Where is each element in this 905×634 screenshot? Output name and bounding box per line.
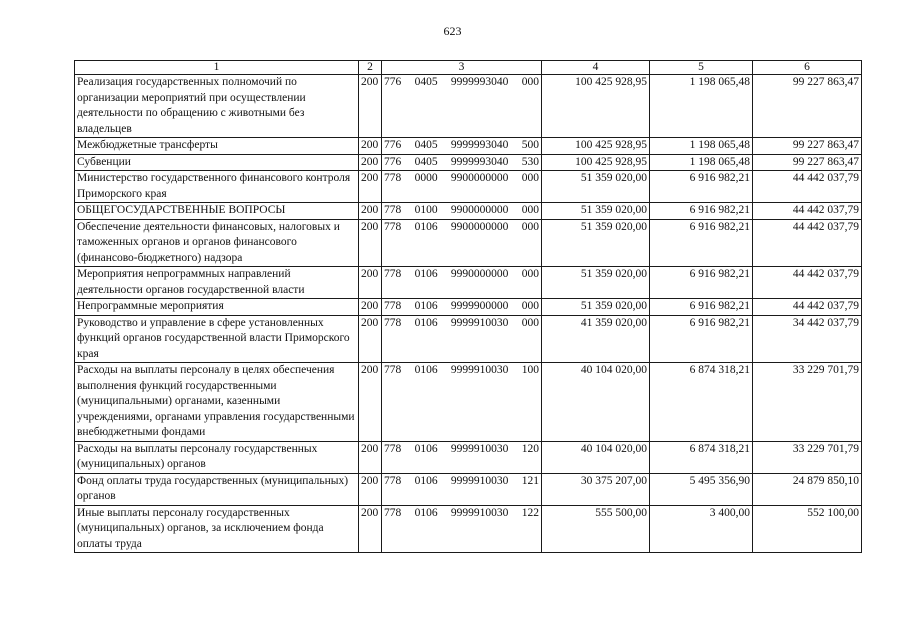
row-amount-remaining-cell: 44 442 037,79 xyxy=(753,171,862,203)
row-amount-executed-cell: 6 874 318,21 xyxy=(650,441,753,473)
row-amount-plan-cell: 555 500,00 xyxy=(542,505,650,553)
table-row xyxy=(75,219,862,267)
column-header: 2 xyxy=(359,61,382,75)
row-amount-plan-cell: 30 375 207,00 xyxy=(542,473,650,505)
table-row xyxy=(75,267,862,299)
row-code-cell: 200 xyxy=(359,203,382,220)
row-budget-code-cell xyxy=(382,441,542,473)
table-row xyxy=(75,154,862,171)
row-name-cell: Расходы на выплаты персоналу государственных (муниципальных) органов xyxy=(75,441,359,473)
row-budget-code-cell xyxy=(382,75,542,138)
table-body xyxy=(75,75,862,553)
row-amount-plan-cell: 51 359 020,00 xyxy=(542,203,650,220)
target-article-code: 9999993040 xyxy=(450,139,509,151)
section-code: 0106 xyxy=(414,506,438,519)
section-code: 0000 xyxy=(414,172,438,184)
row-name-cell: Непрограммные мероприятия xyxy=(75,299,359,316)
department-code: 778 xyxy=(384,220,402,233)
table-row xyxy=(75,473,862,505)
row-name-cell: ОБЩЕГОСУДАРСТВЕННЫЕ ВОПРОСЫ xyxy=(75,203,359,220)
section-code: 0106 xyxy=(414,474,438,487)
row-budget-code-cell xyxy=(382,154,542,171)
row-amount-executed-cell: 6 916 982,21 xyxy=(650,203,753,220)
section-code: 0106 xyxy=(414,268,438,280)
row-code-cell: 200 xyxy=(359,473,382,505)
department-code: 776 xyxy=(384,139,402,151)
row-code-cell: 200 xyxy=(359,75,382,138)
section-code: 0100 xyxy=(414,204,438,216)
expense-type-code: 121 xyxy=(521,474,539,487)
table-row xyxy=(75,138,862,155)
row-amount-remaining-cell: 34 442 037,79 xyxy=(753,315,862,363)
row-name-cell: Обеспечение деятельности финансовых, налоговых и таможенных органов и органов финансового (финансово-бюджетного) надзора xyxy=(75,219,359,267)
department-code: 776 xyxy=(384,155,402,168)
section-code: 0106 xyxy=(414,220,438,233)
row-budget-code-cell xyxy=(382,473,542,505)
department-code: 778 xyxy=(384,172,402,184)
row-amount-executed-cell: 5 495 356,90 xyxy=(650,473,753,505)
row-amount-remaining-cell: 44 442 037,79 xyxy=(753,299,862,316)
row-amount-remaining-cell: 24 879 850,10 xyxy=(753,473,862,505)
expense-type-code: 000 xyxy=(521,300,539,312)
row-amount-remaining-cell: 44 442 037,79 xyxy=(753,219,862,267)
row-code-cell: 200 xyxy=(359,267,382,299)
row-amount-plan-cell: 51 359 020,00 xyxy=(542,219,650,267)
expense-type-code: 000 xyxy=(521,268,539,280)
expense-type-code: 500 xyxy=(521,139,539,151)
row-code-cell: 200 xyxy=(359,219,382,267)
row-amount-executed-cell: 6 916 982,21 xyxy=(650,267,753,299)
expense-type-code: 000 xyxy=(521,172,539,184)
row-amount-plan-cell: 41 359 020,00 xyxy=(542,315,650,363)
row-amount-remaining-cell: 33 229 701,79 xyxy=(753,441,862,473)
table-row xyxy=(75,75,862,138)
row-amount-plan-cell: 100 425 928,95 xyxy=(542,75,650,138)
table-row xyxy=(75,505,862,553)
target-article-code: 9900000000 xyxy=(450,204,509,216)
table-header-row xyxy=(75,61,862,75)
row-code-cell: 200 xyxy=(359,138,382,155)
target-article-code: 9999993040 xyxy=(450,155,509,168)
department-code: 778 xyxy=(384,364,402,376)
row-amount-executed-cell: 6 916 982,21 xyxy=(650,219,753,267)
row-amount-remaining-cell: 99 227 863,47 xyxy=(753,154,862,171)
row-amount-remaining-cell: 552 100,00 xyxy=(753,505,862,553)
row-amount-remaining-cell: 33 229 701,79 xyxy=(753,363,862,442)
section-code: 0106 xyxy=(414,316,438,329)
column-header: 6 xyxy=(753,61,862,75)
row-amount-remaining-cell: 44 442 037,79 xyxy=(753,203,862,220)
table-row xyxy=(75,299,862,316)
section-code: 0405 xyxy=(414,76,438,88)
row-amount-plan-cell: 40 104 020,00 xyxy=(542,441,650,473)
row-amount-executed-cell: 1 198 065,48 xyxy=(650,75,753,138)
row-name-cell: Руководство и управление в сфере установленных функций органов государственной власти Приморского края xyxy=(75,315,359,363)
target-article-code: 9999900000 xyxy=(450,300,509,312)
target-article-code: 9999993040 xyxy=(450,76,509,88)
row-budget-code-cell xyxy=(382,315,542,363)
row-name-cell: Межбюджетные трансферты xyxy=(75,138,359,155)
row-amount-executed-cell: 6 874 318,21 xyxy=(650,363,753,442)
row-budget-code-cell xyxy=(382,299,542,316)
row-amount-plan-cell: 51 359 020,00 xyxy=(542,171,650,203)
expense-type-code: 100 xyxy=(521,364,539,376)
column-header: 3 xyxy=(382,61,542,75)
row-amount-executed-cell: 1 198 065,48 xyxy=(650,138,753,155)
row-amount-plan-cell: 40 104 020,00 xyxy=(542,363,650,442)
department-code: 776 xyxy=(384,76,402,88)
row-code-cell: 200 xyxy=(359,171,382,203)
budget-table xyxy=(74,60,862,553)
table-row xyxy=(75,171,862,203)
row-amount-plan-cell: 51 359 020,00 xyxy=(542,267,650,299)
page-number: 623 xyxy=(443,24,462,38)
department-code: 778 xyxy=(384,506,402,519)
row-amount-executed-cell: 6 916 982,21 xyxy=(650,171,753,203)
expense-type-code: 000 xyxy=(521,220,539,233)
row-amount-plan-cell: 51 359 020,00 xyxy=(542,299,650,316)
row-name-cell: Министерство государственного финансового контроля Приморского края xyxy=(75,171,359,203)
row-budget-code-cell xyxy=(382,219,542,267)
column-header: 1 xyxy=(75,61,359,75)
expense-type-code: 000 xyxy=(521,316,539,329)
row-amount-plan-cell: 100 425 928,95 xyxy=(542,154,650,171)
table-row xyxy=(75,315,862,363)
row-amount-remaining-cell: 99 227 863,47 xyxy=(753,75,862,138)
section-code: 0405 xyxy=(414,139,438,151)
row-budget-code-cell xyxy=(382,267,542,299)
expense-type-code: 000 xyxy=(521,204,539,216)
expense-type-code: 000 xyxy=(521,76,539,88)
row-budget-code-cell xyxy=(382,171,542,203)
expense-type-code: 120 xyxy=(521,442,539,455)
section-code: 0405 xyxy=(414,155,438,168)
target-article-code: 9900000000 xyxy=(450,172,509,184)
row-name-cell: Реализация государственных полномочий по организации мероприятий при осуществлении деятельности по обращению с животными без владельцев xyxy=(75,75,359,138)
department-code: 778 xyxy=(384,204,402,216)
row-code-cell: 200 xyxy=(359,154,382,171)
row-code-cell: 200 xyxy=(359,505,382,553)
section-code: 0106 xyxy=(414,300,438,312)
row-code-cell: 200 xyxy=(359,363,382,442)
target-article-code: 9999910030 xyxy=(450,316,509,329)
department-code: 778 xyxy=(384,268,402,280)
department-code: 778 xyxy=(384,442,402,455)
section-code: 0106 xyxy=(414,364,438,376)
row-budget-code-cell xyxy=(382,138,542,155)
row-code-cell: 200 xyxy=(359,441,382,473)
row-budget-code-cell xyxy=(382,203,542,220)
row-name-cell: Фонд оплаты труда государственных (муниципальных) органов xyxy=(75,473,359,505)
target-article-code: 9999910030 xyxy=(450,364,509,376)
department-code: 778 xyxy=(384,300,402,312)
section-code: 0106 xyxy=(414,442,438,455)
department-code: 778 xyxy=(384,474,402,487)
row-name-cell: Расходы на выплаты персоналу в целях обеспечения выполнения функций государственными (муниципальными) органами, казенными учреждениями, органами управления государственными внебюджетными фондами xyxy=(75,363,359,442)
row-code-cell: 200 xyxy=(359,299,382,316)
table-row xyxy=(75,203,862,220)
row-amount-remaining-cell: 99 227 863,47 xyxy=(753,138,862,155)
target-article-code: 9999910030 xyxy=(450,506,509,519)
expense-type-code: 530 xyxy=(521,155,539,168)
column-header: 4 xyxy=(542,61,650,75)
target-article-code: 9990000000 xyxy=(450,268,509,280)
row-name-cell: Мероприятия непрограммных направлений деятельности органов государственной власти xyxy=(75,267,359,299)
expense-type-code: 122 xyxy=(521,506,539,519)
target-article-code: 9999910030 xyxy=(450,442,509,455)
row-amount-executed-cell: 3 400,00 xyxy=(650,505,753,553)
row-amount-plan-cell: 100 425 928,95 xyxy=(542,138,650,155)
department-code: 778 xyxy=(384,316,402,329)
row-amount-remaining-cell: 44 442 037,79 xyxy=(753,267,862,299)
target-article-code: 9900000000 xyxy=(450,220,509,233)
table-row xyxy=(75,363,862,442)
column-header: 5 xyxy=(650,61,753,75)
row-amount-executed-cell: 6 916 982,21 xyxy=(650,299,753,316)
row-name-cell: Иные выплаты персоналу государственных (муниципальных) органов, за исключением фонда оплаты труда xyxy=(75,505,359,553)
row-budget-code-cell xyxy=(382,363,542,442)
row-code-cell: 200 xyxy=(359,315,382,363)
target-article-code: 9999910030 xyxy=(450,474,509,487)
row-amount-executed-cell: 1 198 065,48 xyxy=(650,154,753,171)
row-amount-executed-cell: 6 916 982,21 xyxy=(650,315,753,363)
table-row xyxy=(75,441,862,473)
row-budget-code-cell xyxy=(382,505,542,553)
row-name-cell: Субвенции xyxy=(75,154,359,171)
